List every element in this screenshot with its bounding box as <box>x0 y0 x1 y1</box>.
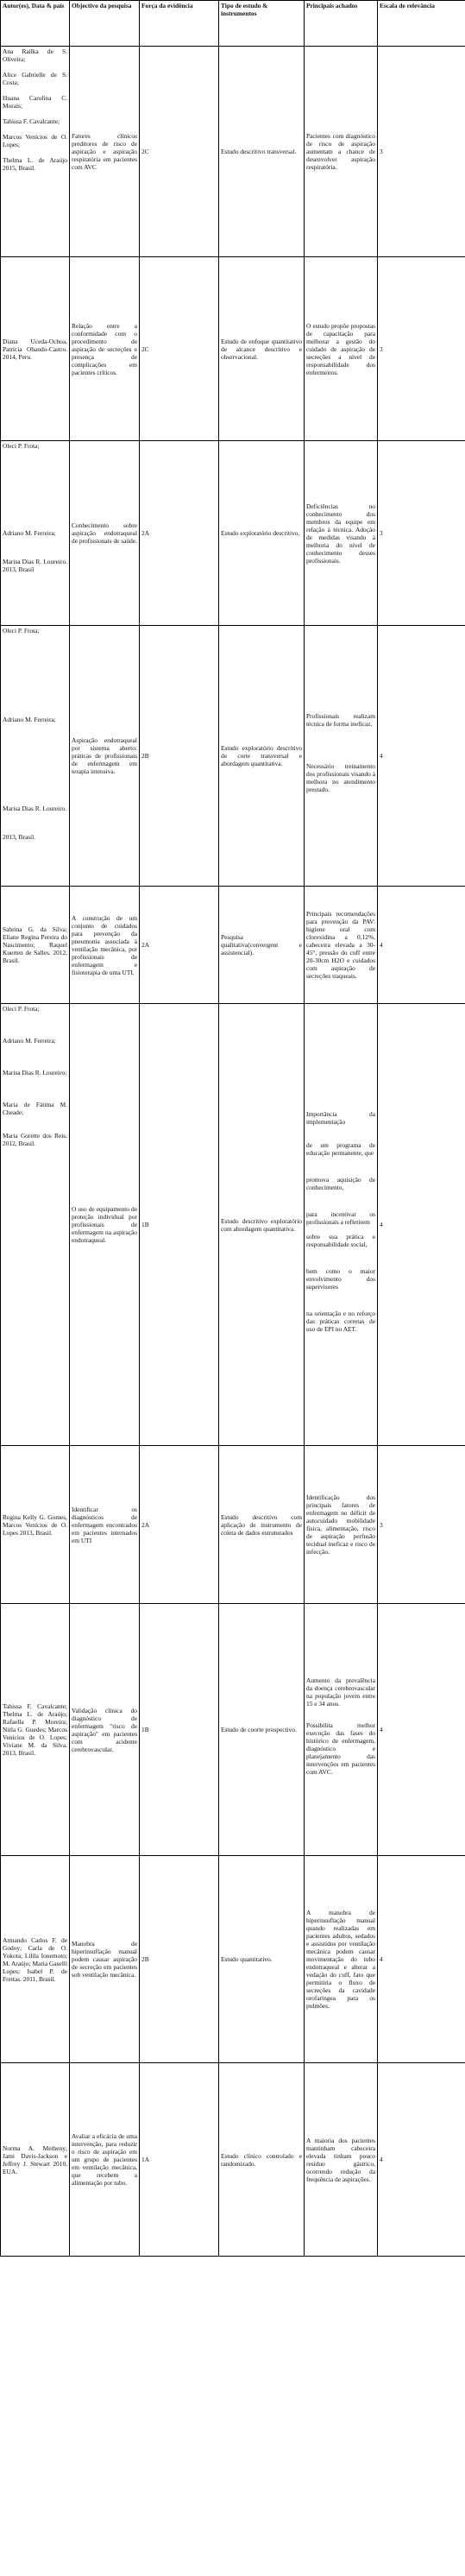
findings-cell: O estudo propõe propostas de capacitação para melhorar a gestão do cuidado de aspiração de secreções a nível de responsabilidade dos enfermeiros. <box>305 257 378 441</box>
study-type-cell: Pesquisa qualitativa(convergent e assistencial). <box>219 887 305 1004</box>
findings-cell: Aumento da prevalência da doença cerebrovascular na população jovem entre 15 e 34 anos. Possibilita melhor execução das fases do histórico de enfermagem, diagnóstico e planejamento das intervenções em pacientes com AVC. <box>305 1604 378 1856</box>
study-type-cell: Estudo exploratório descritivo. <box>219 441 305 626</box>
table-row <box>1 1446 465 1604</box>
study-type-cell: Estudo de enfoque quantitativo de alcance descritivo e observacional. <box>219 257 305 441</box>
objective-cell: Conhecimento sobre aspiração endotraqueal de profissionais de saúde. <box>70 441 140 626</box>
relevance-cell: 4 <box>378 1604 465 1856</box>
evidence-cell: 2A <box>140 887 219 1004</box>
table-row <box>1 2063 465 2257</box>
findings-cell: Principais recomendações para prevenção da PAV: higiene oral com clorexidina a 0,12%, cabeceira elevada a 30-45°, pressão do cuff entre 20-30cm H2O e cuidados com aspiração de secreções traqueais. <box>305 887 378 1004</box>
relevance-cell: 4 <box>378 1004 465 1446</box>
relevance-cell: 3 <box>378 257 465 441</box>
evidence-cell: 2A <box>140 1446 219 1604</box>
evidence-cell: 1B <box>140 1604 219 1856</box>
study-type-cell: Estudo clínico controlado e randomizado. <box>219 2063 305 2257</box>
findings-cell: Profissionais realizam técnica de forma ineficaz. Necessário treinamento dos profissionais visando à melhora no atendimento prestado. <box>305 626 378 887</box>
table-row <box>1 441 465 626</box>
column-header-study-type: Tipo de estudo & instrumentos <box>219 1 305 47</box>
evidence-cell: 2B <box>140 1856 219 2063</box>
study-type-cell: Estudo descritivo transversal. <box>219 47 305 257</box>
table-row <box>1 1604 465 1856</box>
table-row <box>1 47 465 257</box>
objective-cell: O uso de equipamento de proteção individual por profissionais de enfermagem na aspiração endotraqueal. <box>70 1004 140 1446</box>
objective-cell: Avaliar a eficácia de uma intervenção, para reduzir o risco de aspiração em um grupo de pacientes em ventilação mecânica, que recebem a alimentação por tubo. <box>70 2063 140 2257</box>
table-row <box>1 626 465 887</box>
findings-cell: Deficiências no conhecimento dos membros da equipe em relação à técnica. Adoção de medidas visando à melhoria do nível de conhecimento desses profissionais. <box>305 441 378 626</box>
findings-cell: Pacientes com diagnóstico de risco de aspiração aumentam a chance de desenvolver aspiração respiratória. <box>305 47 378 257</box>
study-type-cell: Estudo de coorte prospectivo. <box>219 1604 305 1856</box>
authors-cell: Ana Railka de S. Oliveira; Alice Gabrielle de S. Costa; Huana Carolina C. Morais; Tahissa F. Cavalcante; Marcos Venícios de O. Lopes; Thelma L. de Araújo 2015, Brasil. <box>1 47 70 257</box>
evidence-cell: 1A <box>140 2063 219 2257</box>
relevance-cell: 3 <box>378 441 465 626</box>
authors-cell: Armando Carlos F. de Godoy; Carla de O. Yokota; Lilila Ionemoto; M. Araújo; Maria Gaselli Lopes; Isabel P. de Freitas. 2011, Brasil. <box>1 1856 70 2063</box>
objective-cell: Manobra de hiperinsuflação manual podem causar aspiração de secreção em pacientes sob ventilação mecânica. <box>70 1856 140 2063</box>
study-type-cell: Estudo exploratório descritivo de corte transversal e abordagem quantitativa. <box>219 626 305 887</box>
objective-cell: A construção de um conjunto de cuidados para prevenção da pneumonia associada à ventilação mecânica, por profissionais de enfermagem e fisioterapia de uma UTI. <box>70 887 140 1004</box>
authors-cell: Regina Kelly G. Gomes, Marcos Venícios de O. Lopes 2013, Brasil. <box>1 1446 70 1604</box>
column-header-findings: Principais achados <box>305 1 378 47</box>
table-row <box>1 1004 465 1446</box>
evidence-cell: 2B <box>140 626 219 887</box>
authors-cell: Sabrina G. da Silva; Eliane Regina Pereira do Nascimento; Raquel Kuerten de Salles. 2012, Brasil. <box>1 887 70 1004</box>
relevance-cell: 4 <box>378 1856 465 2063</box>
findings-cell: A maioria dos pacientes mantinham cabeceira elevada tinham pouco resíduo gástrico, ocorrendo redução da frequência de aspirações. <box>305 2063 378 2257</box>
study-type-cell: Estudo descritivo com aplicação de instrumento de coleta de dados estruturados <box>219 1446 305 1604</box>
relevance-cell: 3 <box>378 1446 465 1604</box>
authors-cell: Oleci P. Frota; Adriano M. Ferreira; Marisa Dias R. Loureiro. 2013, Brasil. <box>1 626 70 887</box>
evidence-cell: 2C <box>140 47 219 257</box>
column-header-objective: Objectivo da pesquisa <box>70 1 140 47</box>
authors-cell: Tahissa F. Cavalcante; Thelma L. de Araújo; Rafaella P. Moreira; Nirla G. Guedes; Marcos Venícios de O. Lopes; Viviane M. da Silva. 2013, Brasil. <box>1 1604 70 1856</box>
findings-cell: Importância da implementação de um programa de educação permanente, que promova aquisição de conhecimento, para incentivar os profissionais a refletirem sobre sua prática e responsabilidade social, bem como o maior envolvimento dos supervisores na orientação e no reforço das práticas corretas de uso de EPI no AET. <box>305 1004 378 1446</box>
relevance-cell: 3 <box>378 47 465 257</box>
authors-cell: Diana Uceda-Ochoa, Patrícia Obando-Castro. 2014, Peru. <box>1 257 70 441</box>
findings-cell: Identificação dos principais fatores de enfermagem no déficit de autocuidado mobilidade física, alimentação, risco de aspiração perfusão tecidual ineficaz e risco de infecção. <box>305 1446 378 1604</box>
table-header-row <box>1 1 465 47</box>
study-type-cell: Estudo descritivo exploratório com abordagem quantitativa. <box>219 1004 305 1446</box>
objective-cell: Identificar os diagnósticos de enfermagem encontrados em pacientes internados em UTI <box>70 1446 140 1604</box>
relevance-cell: 4 <box>378 2063 465 2257</box>
findings-cell: A manobra de hiperinsuflação manual quando realizadas em pacientes adultos, sedados e assistidos por ventilação mecânica podem causar movimentação do tubo endotraqueal e alterar a vedação do cuff, fato que permitiria o fluxo de secreções da cavidade orofaríngea para os pulmões. <box>305 1856 378 2063</box>
evidence-cell: 2A <box>140 441 219 626</box>
objective-cell: Relação entre a conformidade com o procedimento de aspiração de secreções e presença de complicações em pacientes críticos. <box>70 257 140 441</box>
authors-cell: Oleci P. Frota; Adriano M. Ferreira; Marisa Dias R. Loureiro; Maria de Fátima M. Cheade; Maria Gorette dos Reis. 2012, Brasil. <box>1 1004 70 1446</box>
relevance-cell: 4 <box>378 626 465 887</box>
authors-cell: Norma A. Metheny; Jami Davis-Jackson e Jeffrey J. Stewart 2010, EUA. <box>1 2063 70 2257</box>
table-row <box>1 257 465 441</box>
objective-cell: Validação clínica do diagnóstico de enfermagem "risco de aspiração" em pacientes com acidente cerebrovascular. <box>70 1604 140 1856</box>
column-header-evidence: Força da evidência <box>140 1 219 47</box>
table-row <box>1 1856 465 2063</box>
column-header-authors: Autor(es), Data & país <box>1 1 70 47</box>
table-row <box>1 887 465 1004</box>
column-header-relevance: Escala de relevância <box>378 1 465 47</box>
authors-cell: Oleci P. Frota; Adriano M. Ferreira; Marisa Dias R. Loureiro. 2013, Brasil <box>1 441 70 626</box>
study-type-cell: Estudo quantitativo. <box>219 1856 305 2063</box>
evidence-cell: 1B <box>140 1004 219 1446</box>
relevance-cell: 4 <box>378 887 465 1004</box>
objective-cell: Aspiração endotraqueal por sistema aberto: práticas de profissionais de enfermagem em terapia intensiva. <box>70 626 140 887</box>
evidence-cell: 2C <box>140 257 219 441</box>
objective-cell: Fatores clínicos preditores de risco de aspiração e aspiração respiratória em pacientes com AVC <box>70 47 140 257</box>
